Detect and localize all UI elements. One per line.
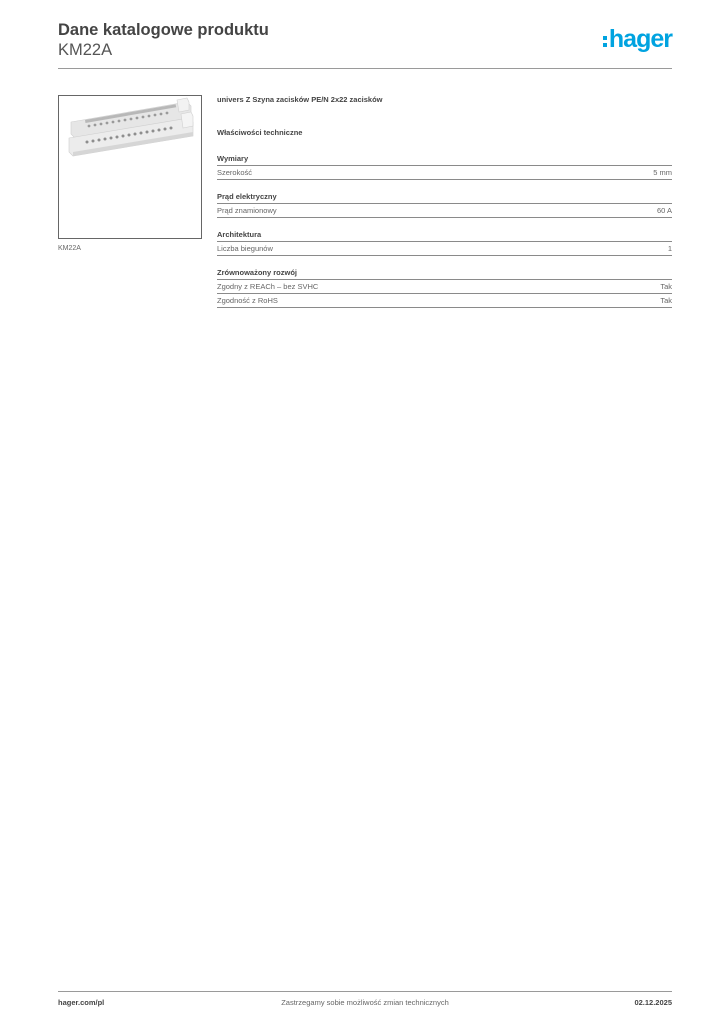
spec-label: Szerokość [217,168,253,177]
spec-row [217,166,672,180]
group-electrical [217,192,672,218]
product-code: KM22A [58,41,113,59]
product-description: univers Z Szyna zacisków PE/N 2x22 zacisków [217,95,383,104]
group-architecture [217,230,672,256]
product-image [58,95,202,239]
image-caption: KM22A [58,245,81,252]
spec-row [217,280,672,294]
spec-value: Tak [660,282,672,291]
spec-row [217,204,672,218]
footer-divider [58,991,672,992]
header-divider [58,68,672,69]
spec-value: 1 [667,244,672,253]
page-header [58,20,269,60]
group-title: Zrównoważony rozwój [217,268,672,280]
logo-dots-icon [603,36,607,47]
footer-note: Zastrzegamy sobie możliwość zmian technicznych [281,998,449,1007]
group-dimensions [217,154,672,180]
footer-date: 02.12.2025 [634,998,672,1007]
spec-value: 5 mm [653,168,672,177]
terminal-bar-icon [59,96,201,238]
spec-label: Prąd znamionowy [217,206,277,215]
hager-logo [603,26,672,52]
spec-label: Zgodny z REACh – bez SVHC [217,282,319,291]
tech-properties-title: Właściwości techniczne [217,128,303,137]
group-sustainability [217,268,672,308]
group-title: Wymiary [217,154,672,166]
page-title: Dane katalogowe produktu [58,21,269,39]
logo-text: hager [608,25,672,53]
footer-website-link[interactable]: hager.com/pl [58,998,105,1007]
spec-label: Liczba biegunów [217,244,273,253]
spec-row [217,242,672,256]
spec-value: 60 A [656,206,672,215]
spec-label: Zgodność z RoHS [217,296,278,305]
product-details [217,95,672,320]
group-title: Prąd elektryczny [217,192,672,204]
spec-row [217,294,672,308]
spec-value: Tak [660,296,672,305]
group-title: Architektura [217,230,672,242]
